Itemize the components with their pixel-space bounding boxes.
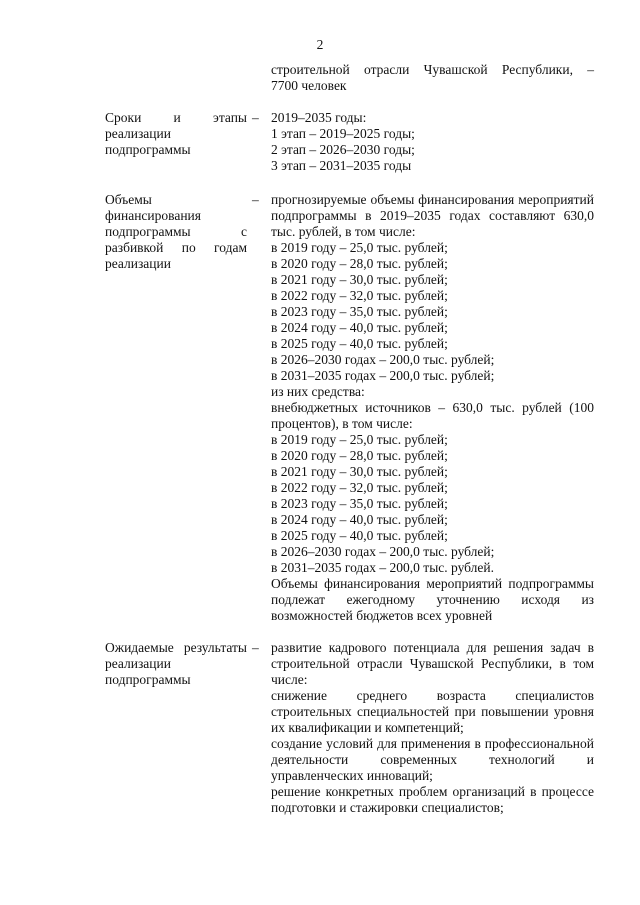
section-content	[271, 192, 594, 624]
section-content	[271, 640, 594, 816]
content-line: в 2022 году – 32,0 тыс. рублей;	[271, 288, 448, 303]
content-line: в 2024 году – 40,0 тыс. рублей;	[271, 512, 448, 527]
content-paragraph: создание условий для применения в профессиональной деятельности современных технологий и управленческих инноваций;	[271, 736, 594, 783]
content-paragraph: Объемы финансирования мероприятий подпрограммы подлежат ежегодному уточнению исходя из возможностей бюджетов всех уровней	[271, 576, 594, 623]
content-line: в 2022 году – 32,0 тыс. рублей;	[271, 480, 448, 495]
content-line: в 2026–2030 годах – 200,0 тыс. рублей;	[271, 544, 495, 559]
content-line: 2 этап – 2026–2030 годы;	[271, 142, 415, 157]
content-line: в 2031–2035 годах – 200,0 тыс. рублей;	[271, 368, 495, 383]
content-line: в 2025 году – 40,0 тыс. рублей;	[271, 528, 448, 543]
content-line: в 2023 году – 35,0 тыс. рублей;	[271, 496, 448, 511]
intro-line: 7700 человек	[271, 78, 347, 93]
section-dash: –	[252, 192, 259, 207]
content-line: 3 этап – 2031–2035 годы	[271, 158, 412, 173]
content-line: 2019–2035 годы:	[271, 110, 367, 125]
page-number: 2	[316, 37, 324, 52]
content-paragraph: решение конкретных проблем организаций в процессе подготовки и стажировки специалистов;	[271, 784, 594, 815]
content-line: в 2024 году – 40,0 тыс. рублей;	[271, 320, 448, 335]
section-dash: –	[252, 110, 259, 125]
content-line: в 2020 году – 28,0 тыс. рублей;	[271, 256, 448, 271]
content-line: в 2021 году – 30,0 тыс. рублей;	[271, 464, 448, 479]
content-line: в 2019 году – 25,0 тыс. рублей;	[271, 432, 448, 447]
section-label: Объемы финансирования подпрограммы с разбивкой по годам реализации	[105, 192, 247, 271]
section-dash: –	[252, 640, 259, 655]
content-paragraph: внебюджетных источников – 630,0 тыс. рублей (100 процентов), в том числе:	[271, 400, 594, 431]
content-line: в 2031–2035 годах – 200,0 тыс. рублей.	[271, 560, 495, 575]
content-line: 1 этап – 2019–2025 годы;	[271, 126, 415, 141]
section-label: Ожидаемые результаты реализации подпрограммы	[105, 640, 247, 687]
content-paragraph: снижение среднего возраста специалистов строительных специальностей при повышении уровня их квалификации и компетенций;	[271, 688, 594, 735]
content-line: в 2021 году – 30,0 тыс. рублей;	[271, 272, 448, 287]
content-line: в 2026–2030 годах – 200,0 тыс. рублей;	[271, 352, 495, 367]
content-paragraph: прогнозируемые объемы финансирования мероприятий подпрограммы в 2019–2035 годах составляют 630,0 тыс. рублей, в том числе:	[271, 192, 594, 239]
content-line: в 2019 году – 25,0 тыс. рублей;	[271, 240, 448, 255]
content-line: в 2025 году – 40,0 тыс. рублей;	[271, 336, 448, 351]
intro-content	[271, 62, 594, 94]
content-line: в 2020 году – 28,0 тыс. рублей;	[271, 448, 448, 463]
content-line: в 2023 году – 35,0 тыс. рублей;	[271, 304, 448, 319]
section-content	[271, 110, 594, 174]
intro-line: строительной отрасли Чувашской Республики, –	[271, 62, 594, 77]
section-label: Сроки и этапы реализации подпрограммы	[105, 110, 247, 157]
content-paragraph: развитие кадрового потенциала для решения задач в строительной отрасли Чувашской Республики, в том числе:	[271, 640, 594, 687]
content-line: из них средства:	[271, 384, 365, 399]
